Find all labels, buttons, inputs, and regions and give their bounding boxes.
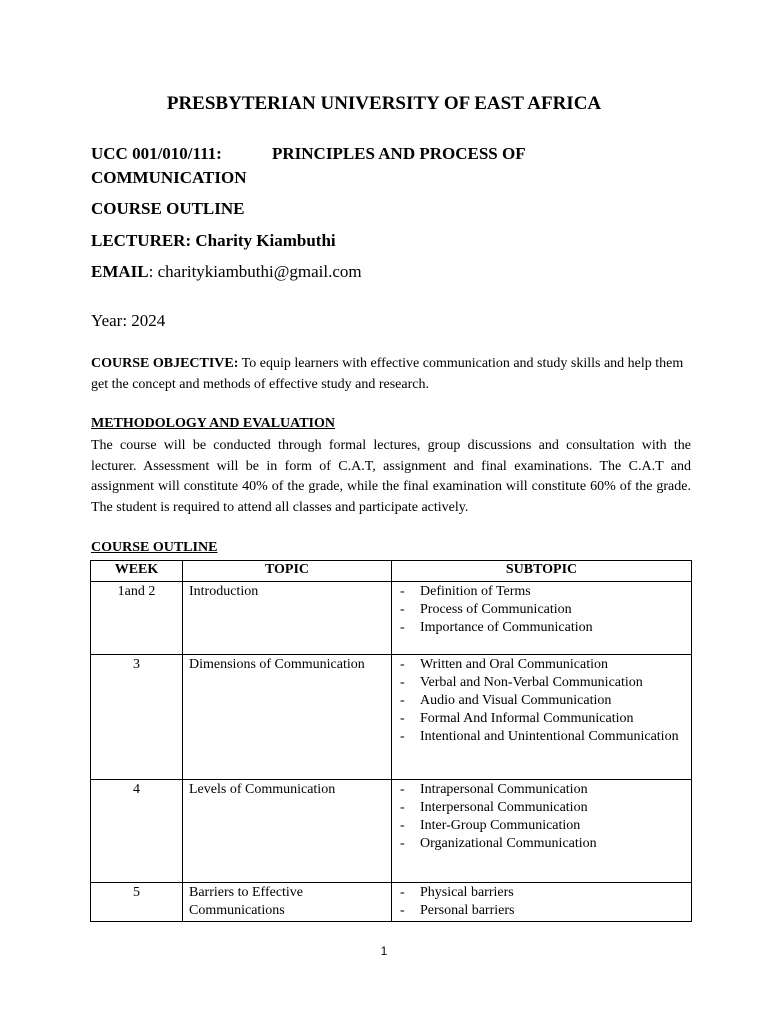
table-header-row: [91, 561, 692, 582]
table-row: [91, 780, 692, 883]
subtopic-item: - Organizational Communication: [398, 835, 685, 853]
week-cell: 1and 2: [91, 582, 183, 655]
page-number: 1: [380, 944, 388, 958]
topic-cell: Barriers to Effective Communications: [183, 883, 392, 922]
subtopic-cell: [392, 655, 692, 780]
document-title: PRESBYTERIAN UNIVERSITY OF EAST AFRICA: [166, 93, 602, 114]
week-cell: 4: [91, 780, 183, 883]
subtopic-item: - Importance of Communication: [398, 619, 685, 637]
year: Year: 2024: [91, 311, 166, 330]
subtopic-item: - Written and Oral Communication: [398, 656, 685, 674]
table-row: [91, 883, 692, 922]
lecturer-name: Charity Kiambuthi: [195, 231, 336, 250]
column-header-subtopic: SUBTOPIC: [392, 561, 692, 582]
course-code: UCC 001/010/111:: [91, 144, 222, 163]
topic-cell: Introduction: [183, 582, 392, 655]
objective-text: To equip learners with effective communication and study skills and help them get the concept and methods of effective study and research.: [91, 356, 684, 392]
course-outline-table: [90, 560, 692, 922]
subtopic-item: - Physical barriers: [398, 884, 685, 902]
subtopic-item: - Interpersonal Communication: [398, 799, 685, 817]
subtopic-cell: [392, 883, 692, 922]
subtopic-item: - Intentional and Unintentional Communication: [398, 728, 685, 746]
week-cell: 5: [91, 883, 183, 922]
table-row: [91, 655, 692, 780]
methodology-text: The course will be conducted through formal lectures, group discussions and consultation with the lecturer. Assessment will be in form of C.A.T, assignment and final examinations. The C.A.T and assignment will constitute 40% of the grade, while the final examination will constitute 60% of the grade. The student is required to attend all classes and participate actively.: [91, 438, 691, 515]
lecturer-line: [91, 231, 336, 251]
table-row: [91, 582, 692, 655]
subtopic-cell: [392, 582, 692, 655]
subtopic-item: - Formal And Informal Communication: [398, 710, 685, 728]
subtopic-item: - Audio and Visual Communication: [398, 692, 685, 710]
column-header-topic: TOPIC: [183, 561, 392, 582]
subtopic-cell: [392, 780, 692, 883]
topic-cell: Levels of Communication: [183, 780, 392, 883]
subtopic-item: - Intrapersonal Communication: [398, 781, 685, 799]
topic-cell: Dimensions of Communication: [183, 655, 392, 780]
methodology-heading: METHODOLOGY AND EVALUATION: [91, 416, 335, 431]
objective-label: COURSE OBJECTIVE:: [91, 356, 239, 371]
email-label: EMAIL: [91, 262, 149, 281]
course-title-line2: COMMUNICATION: [91, 168, 247, 187]
subtopic-item: - Verbal and Non-Verbal Communication: [398, 674, 685, 692]
course-outline-heading: COURSE OUTLINE: [91, 199, 245, 218]
course-objective: [91, 354, 691, 395]
outline-table-heading: COURSE OUTLINE: [91, 540, 218, 555]
email-value: : charitykiambuthi@gmail.com: [148, 262, 362, 281]
lecturer-label: LECTURER:: [91, 231, 192, 250]
course-title-line1: PRINCIPLES AND PROCESS OF: [272, 144, 526, 163]
column-header-week: WEEK: [91, 561, 183, 582]
subtopic-item: - Process of Communication: [398, 601, 685, 619]
week-cell: 3: [91, 655, 183, 780]
subtopic-item: - Definition of Terms: [398, 583, 685, 601]
subtopic-item: - Inter-Group Communication: [398, 817, 685, 835]
email-line: [91, 262, 362, 282]
subtopic-item: - Personal barriers: [398, 902, 685, 920]
